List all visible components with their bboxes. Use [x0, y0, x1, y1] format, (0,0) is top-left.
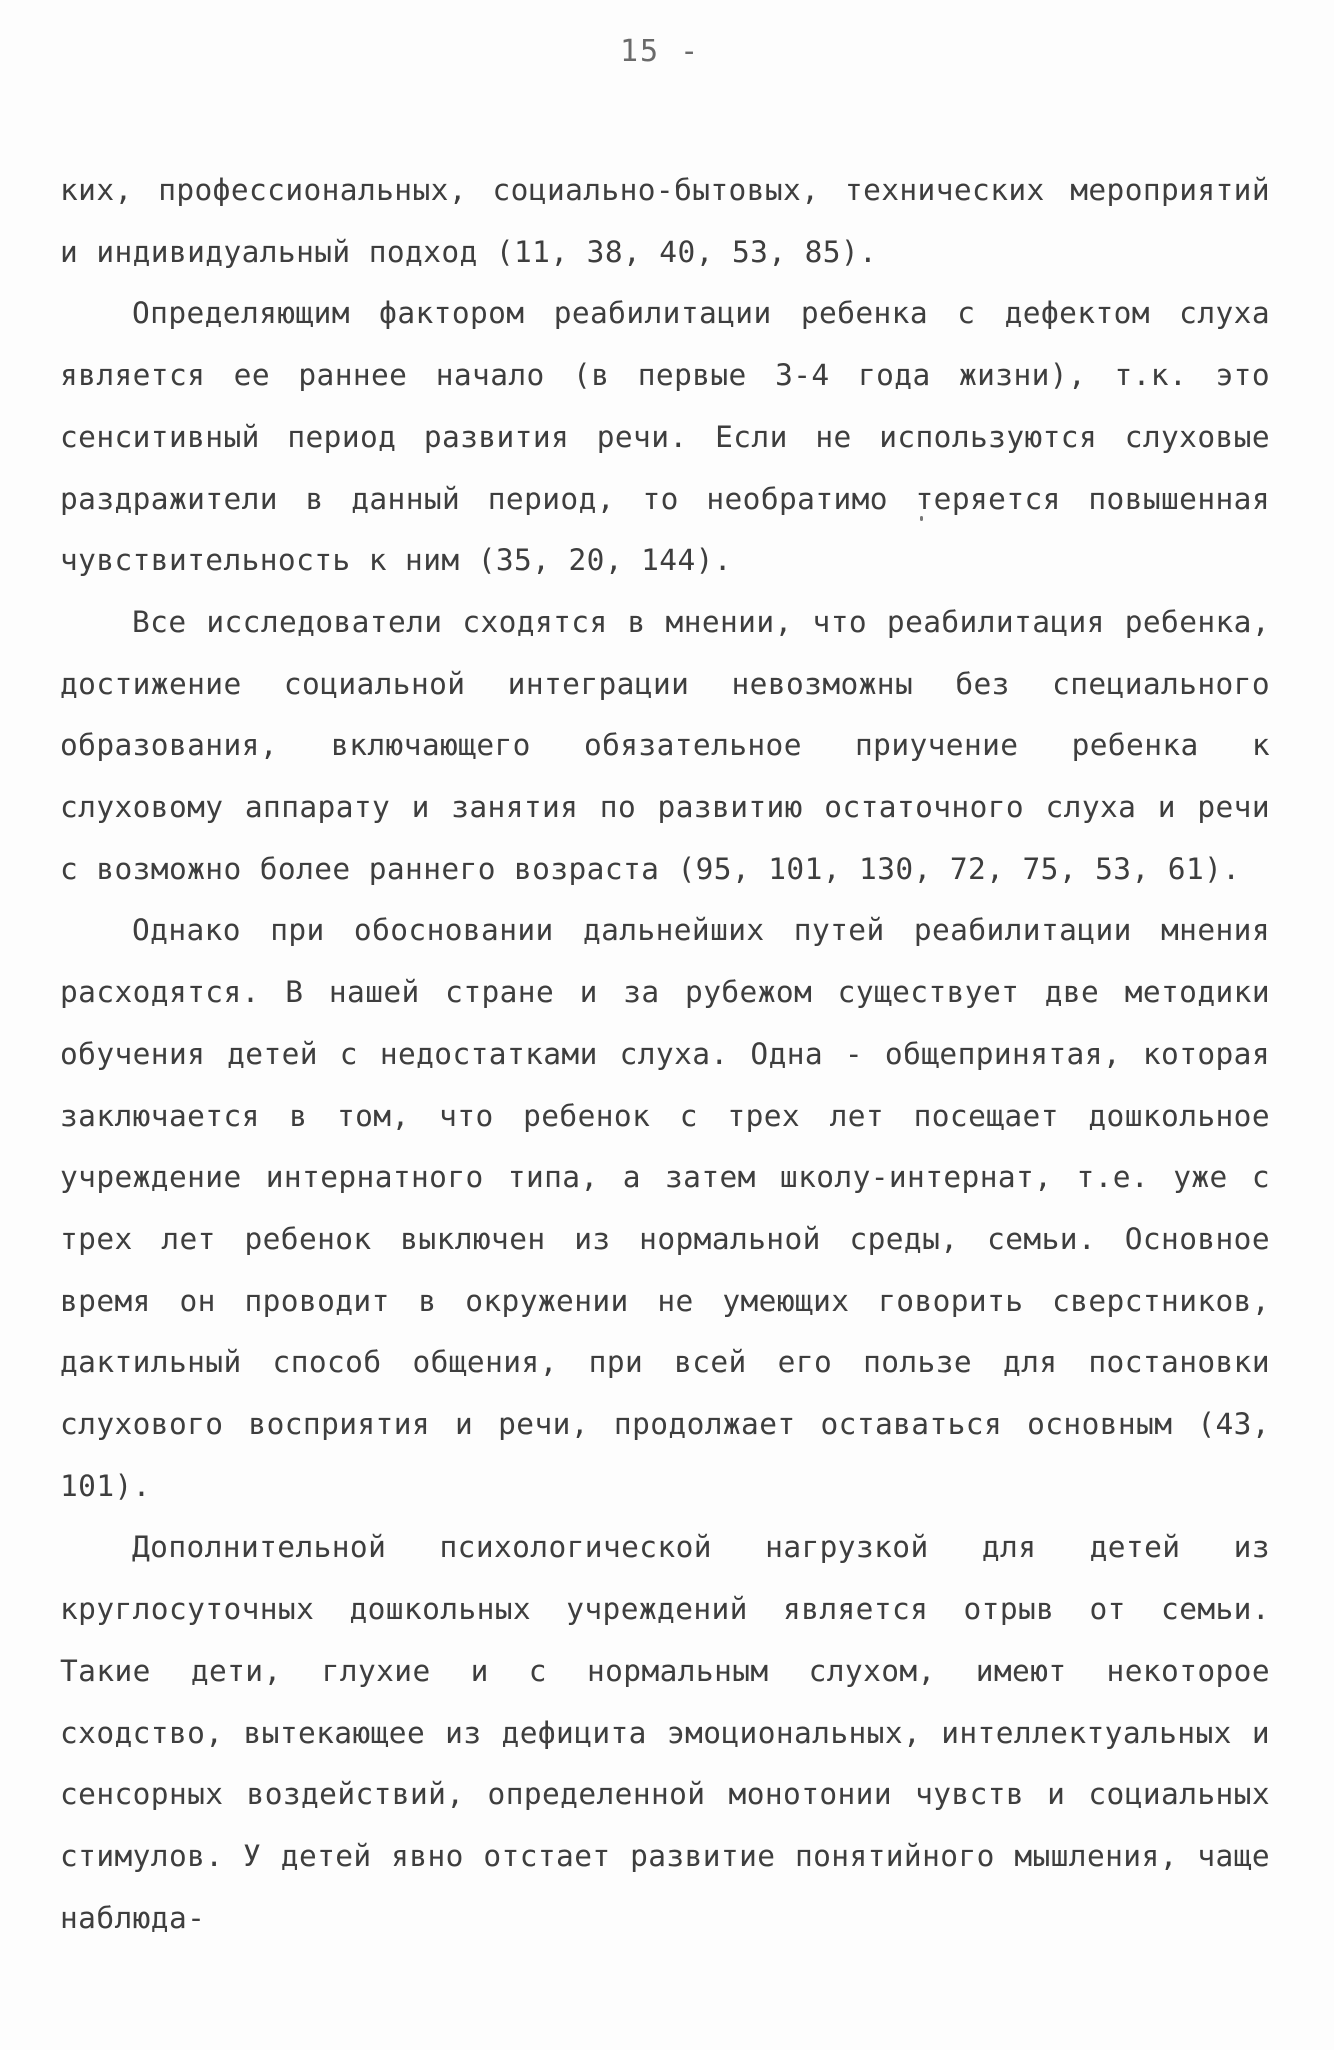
paragraph-5: Дополнительной психологической нагрузкой для детей из круглосуточных дошкольных учреждений является отрыв от семьи. Такие дети, глухие и с нормальным слухом, имеют некоторое сходство, вытекающее из дефицита эмоциональных, интеллектуальных и сенсорных воздействий, определенной монотонии чувств и социальных стимулов. У детей явно отстает развитие понятийного мышления, чаще наблюда- — [60, 1530, 1270, 1935]
paragraph-4: Однако при обосновании дальнейших путей реабилитации мнения расходятся. В нашей стране и за рубежом существует две методики обучения детей с недостатками слуха. Одна - общепринятая, которая заключается в том, что ребенок с трех лет посещает дошкольное учреждение интернатного типа, а затем школу-интернат, т.е. уже с трех лет ребенок выключен из нормальной среды, семьи. Основное время он проводит в окружении не умеющих говорить сверстников, дактильный способ общения, при всей его пользе для постановки слухового восприятия и речи, продолжает оставаться основным (43, 101). — [60, 913, 1270, 1503]
paragraph-1: ких, профессиональных, социально-бытовых, технических мероприятий и индивидуальный подход (11, 38, 40, 53, 85). — [60, 173, 1270, 269]
body-text — [60, 160, 1270, 1949]
ink-speck — [920, 516, 923, 521]
paragraph-3: Все исследователи сходятся в мнении, что реабилитация ребенка, достижение социальной интеграции невозможны без специального образования, включающего обязательное приучение ребенка к слуховому аппарату и занятия по развитию остаточного слуха и речи с возможно более раннего возраста (95, 101, 130, 72, 75, 53, 61). — [60, 604, 1270, 886]
paragraph-2: Определяющим фактором реабилитации ребенка с дефектом слуха является ее раннее начало (в первые 3-4 года жизни), т.к. это сенситивный период развития речи. Если не используются слуховые раздражители в данный период, то необратимо теряется повышенная чувствительность к ним (35, 20, 144). — [60, 296, 1270, 578]
page-number: 15 - — [620, 34, 701, 69]
